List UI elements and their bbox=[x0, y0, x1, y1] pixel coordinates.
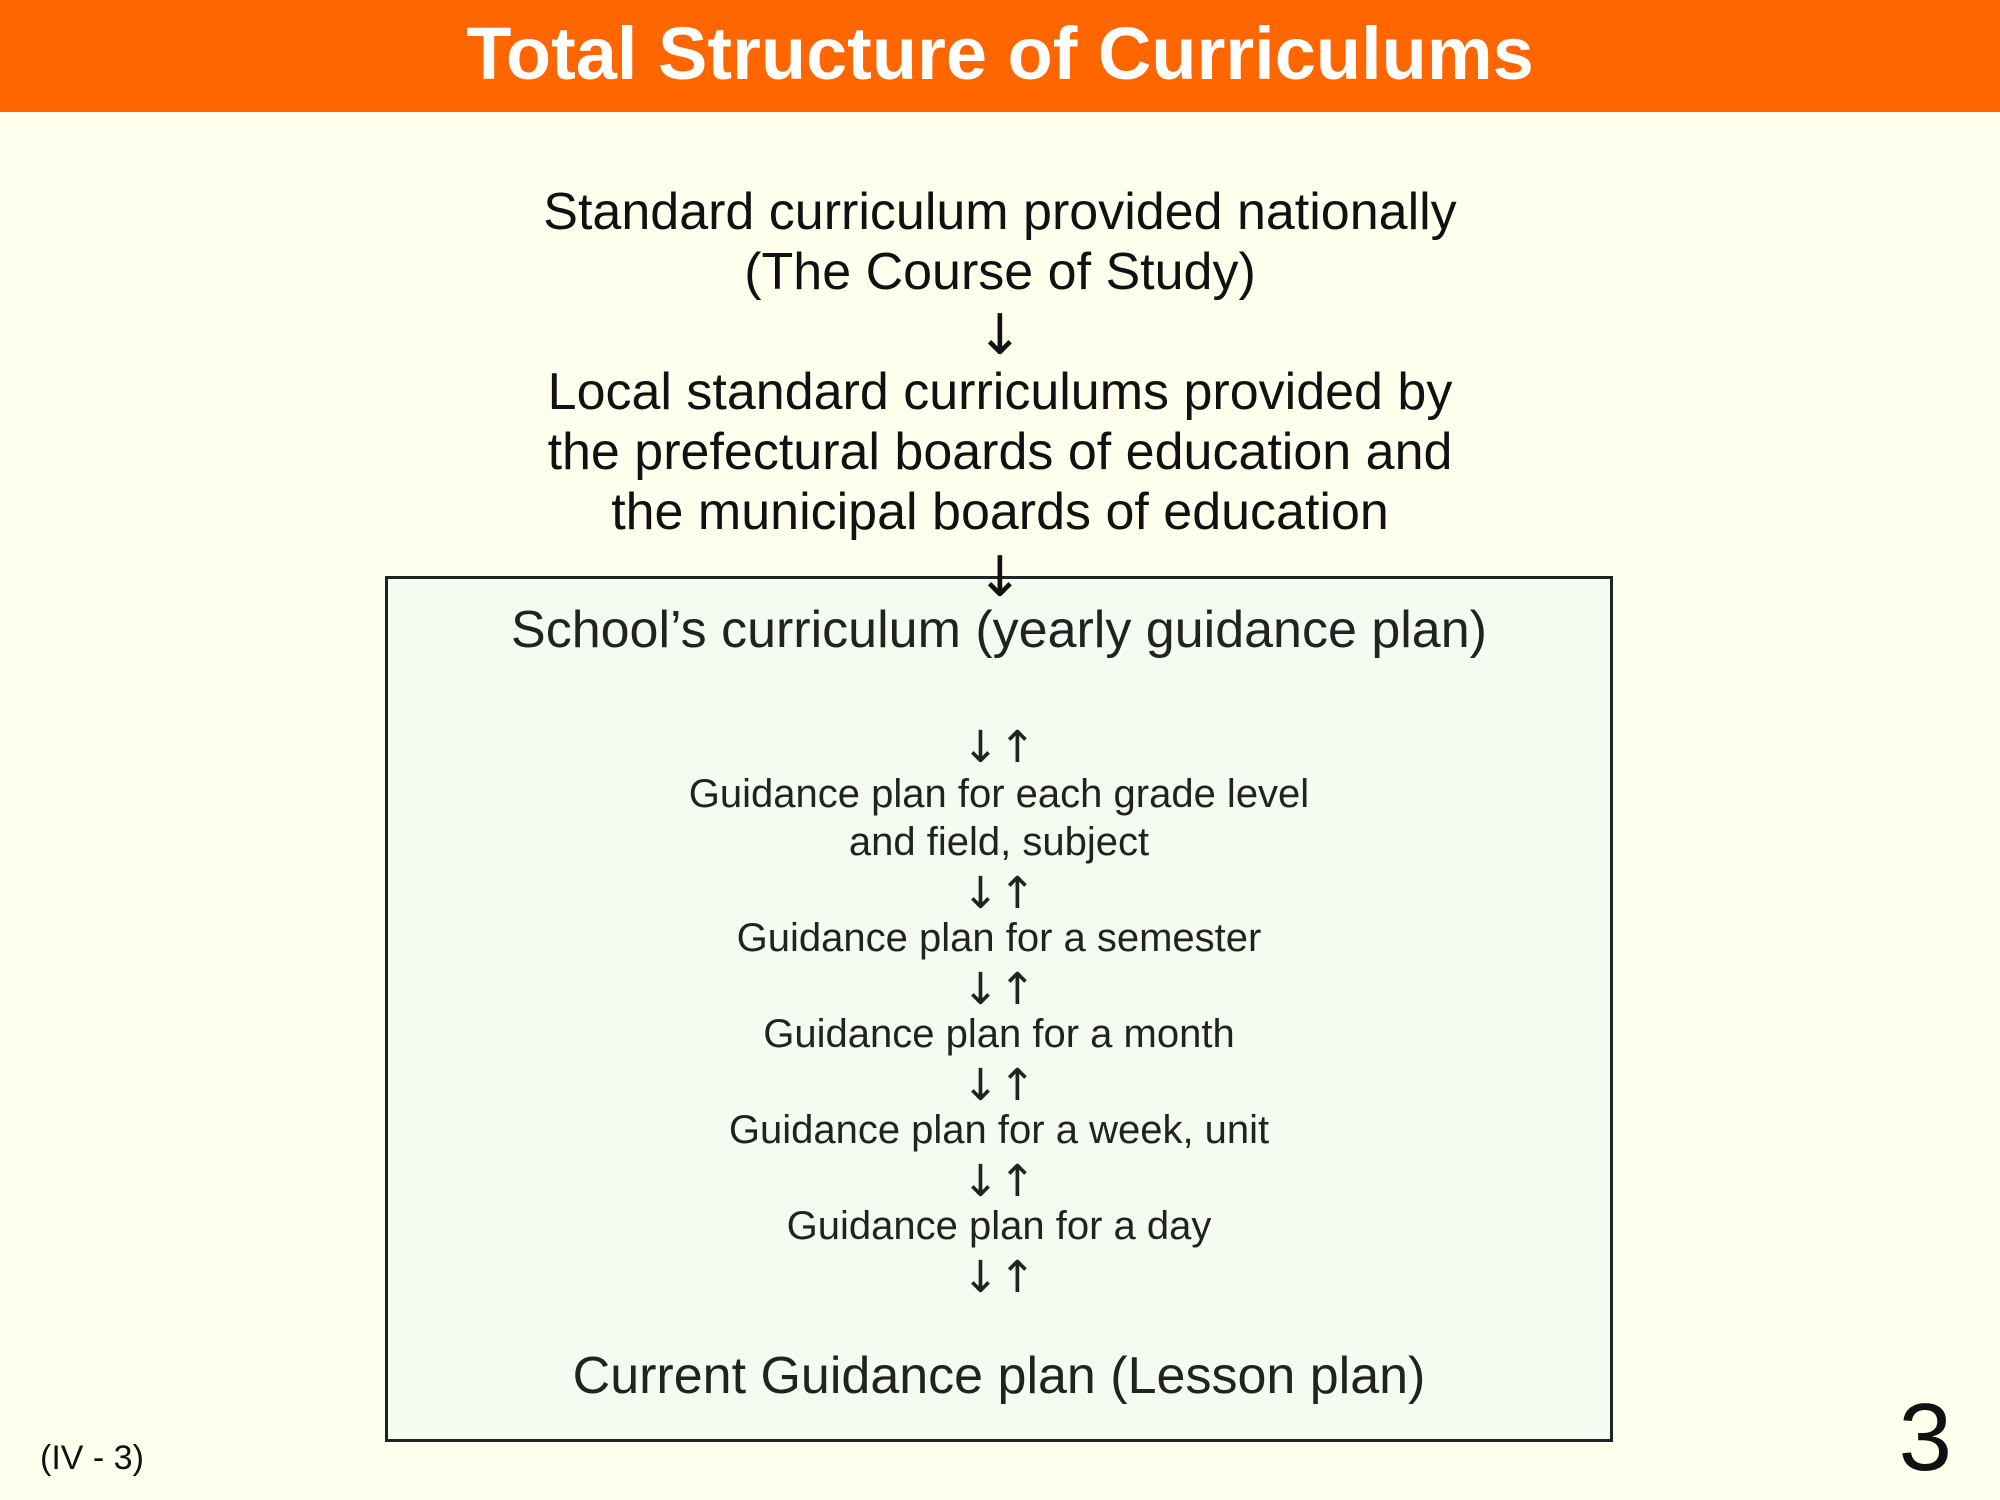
grade-level-plan-line-1: Guidance plan for each grade level bbox=[688, 772, 1310, 816]
up-down-arrows-icon: ↓↑ bbox=[962, 964, 1036, 1015]
week-unit-plan-node: Guidance plan for a week, unit bbox=[728, 1108, 1270, 1152]
lesson-plan-node: Current Guidance plan (Lesson plan) bbox=[572, 1347, 1426, 1405]
grade-level-plan-node bbox=[385, 770, 1613, 866]
down-arrow-icon: ↓ bbox=[976, 545, 1024, 610]
down-arrow-icon: ↓ bbox=[976, 303, 1024, 368]
semester-plan-node: Guidance plan for a semester bbox=[736, 916, 1262, 960]
up-down-arrows-icon: ↓↑ bbox=[962, 1252, 1036, 1303]
page-number: 3 bbox=[1898, 1384, 1952, 1491]
page-title: Total Structure of Curriculums bbox=[466, 12, 1534, 95]
national-curriculum-label: Standard curriculum provided nationally bbox=[543, 183, 1457, 241]
up-down-arrows-icon: ↓↑ bbox=[962, 1060, 1036, 1111]
day-plan-node: Guidance plan for a day bbox=[786, 1204, 1212, 1248]
local-curriculum-node bbox=[300, 362, 1700, 542]
national-curriculum-node bbox=[300, 182, 1700, 302]
local-curriculum-line-1: Local standard curriculums provided by bbox=[547, 363, 1453, 421]
up-down-arrows-icon: ↓↑ bbox=[962, 1156, 1036, 1207]
slide-reference: (IV - 3) bbox=[40, 1439, 144, 1477]
title-bar bbox=[0, 0, 2000, 112]
grade-level-plan-line-2: and field, subject bbox=[848, 820, 1150, 864]
month-plan-node: Guidance plan for a month bbox=[763, 1012, 1235, 1056]
local-curriculum-line-3: the municipal boards of education bbox=[611, 483, 1389, 541]
course-of-study-label: (The Course of Study) bbox=[744, 243, 1256, 301]
school-curriculum-title: School’s curriculum (yearly guidance plan) bbox=[511, 601, 1487, 659]
up-down-arrows-icon: ↓↑ bbox=[962, 868, 1036, 919]
up-down-arrows-icon: ↓↑ bbox=[962, 722, 1036, 773]
local-curriculum-line-2: the prefectural boards of education and bbox=[547, 423, 1453, 481]
